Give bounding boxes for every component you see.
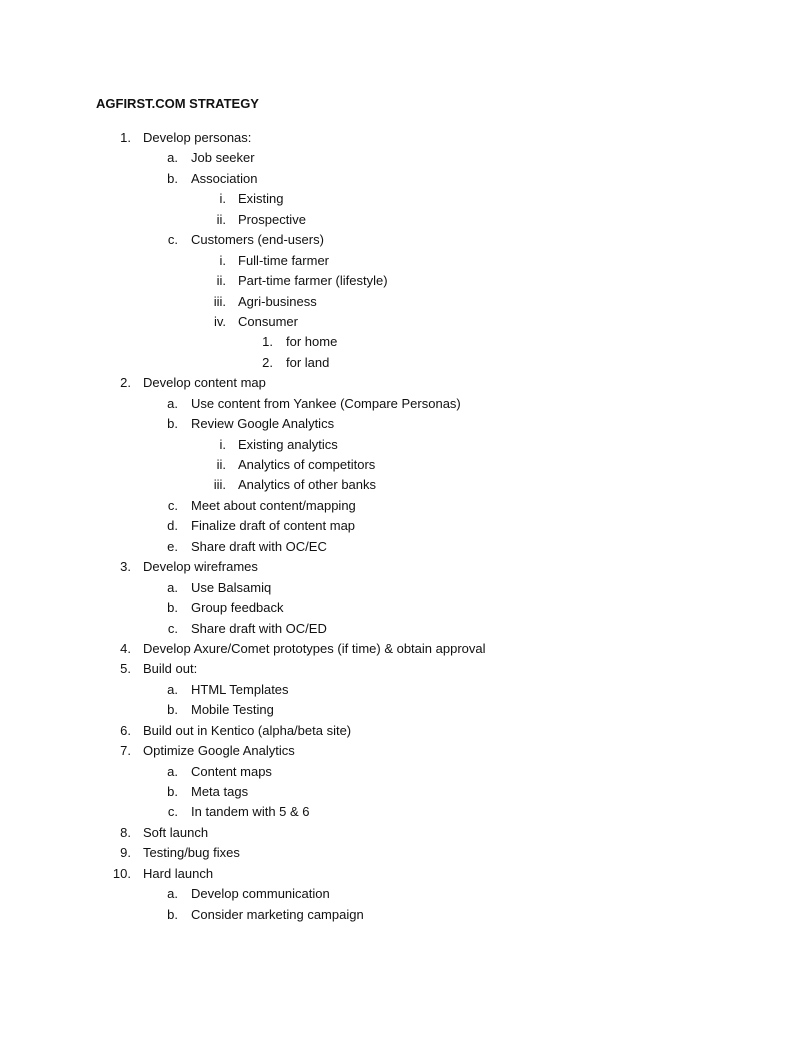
list-marker: a. xyxy=(167,681,178,697)
list-item-text: In tandem with 5 & 6 xyxy=(191,804,310,820)
list-item-text: Develop wireframes xyxy=(143,559,258,575)
list-marker: 1. xyxy=(262,334,273,350)
list-marker: c. xyxy=(167,620,178,636)
outline-item-level-3 xyxy=(0,210,808,230)
list-marker: ii. xyxy=(216,273,226,289)
list-item-text: Share draft with OC/EC xyxy=(191,538,327,554)
outline-item-level-1 xyxy=(0,128,808,148)
list-item-text: Full-time farmer xyxy=(238,252,330,268)
list-marker: iv. xyxy=(213,313,226,329)
outline-item-level-1 xyxy=(0,721,808,741)
list-item-text: Share draft with OC/ED xyxy=(191,620,327,636)
outline-item-level-1 xyxy=(0,373,808,393)
list-item-text: HTML Templates xyxy=(191,681,289,697)
outline-item-level-2 xyxy=(0,680,808,700)
outline-item-level-3 xyxy=(0,271,808,291)
outline-item-level-2 xyxy=(0,700,808,720)
outline-item-level-2 xyxy=(0,905,808,925)
outline-item-level-2 xyxy=(0,802,808,822)
list-item-text: for land xyxy=(286,354,330,370)
document-title: AGFIRST.COM STRATEGY xyxy=(96,96,259,111)
list-marker: b. xyxy=(167,416,178,432)
list-marker: 2. xyxy=(262,354,273,370)
list-item-text: Prospective xyxy=(238,211,306,227)
outline-item-level-2 xyxy=(0,516,808,536)
list-marker: i. xyxy=(219,436,226,452)
outline-item-level-3 xyxy=(0,189,808,209)
list-item-text: Soft launch xyxy=(143,824,209,840)
list-item-text: Build out in Kentico (alpha/beta site) xyxy=(143,722,352,738)
list-item-text: Analytics of other banks xyxy=(238,477,377,493)
outline-item-level-1 xyxy=(0,843,808,863)
outline-item-level-4 xyxy=(0,332,808,352)
list-marker: iii. xyxy=(213,293,226,309)
list-marker: a. xyxy=(167,886,178,902)
list-marker: c. xyxy=(167,804,178,820)
list-marker: b. xyxy=(167,906,178,922)
outline-item-level-2 xyxy=(0,496,808,516)
list-marker: i. xyxy=(219,191,226,207)
outline-item-level-2 xyxy=(0,414,808,434)
list-item-text: Use Balsamiq xyxy=(191,579,272,595)
list-item-text: Hard launch xyxy=(143,865,214,881)
list-item-text: Testing/bug fixes xyxy=(143,845,240,861)
list-marker: 6. xyxy=(120,722,131,738)
list-item-text: Build out: xyxy=(143,661,198,677)
list-item-text: Use content from Yankee (Compare Personas) xyxy=(191,395,461,411)
list-marker: a. xyxy=(167,579,178,595)
outline-item-level-2 xyxy=(0,394,808,414)
list-item-text: Develop communication xyxy=(191,886,330,902)
list-item-text: Develop personas: xyxy=(143,130,252,145)
list-marker: e. xyxy=(167,538,178,554)
outline-item-level-3 xyxy=(0,435,808,455)
list-item-text: Existing xyxy=(238,191,284,207)
outline-item-level-2 xyxy=(0,782,808,802)
list-marker: 5. xyxy=(120,661,131,677)
strategy-outline xyxy=(0,128,808,925)
outline-item-level-3 xyxy=(0,312,808,332)
list-marker: a. xyxy=(167,763,178,779)
list-marker: i. xyxy=(219,252,226,268)
list-item-text: Optimize Google Analytics xyxy=(143,743,295,759)
outline-item-level-3 xyxy=(0,455,808,475)
outline-item-level-2 xyxy=(0,537,808,557)
outline-item-level-4 xyxy=(0,353,808,373)
list-item-text: Content maps xyxy=(191,763,272,779)
list-marker: d. xyxy=(167,518,178,534)
list-marker: ii. xyxy=(216,457,226,472)
outline-item-level-1 xyxy=(0,823,808,843)
list-marker: a. xyxy=(167,395,178,411)
list-item-text: Existing analytics xyxy=(238,436,338,452)
outline-item-level-1 xyxy=(0,864,808,884)
outline-item-level-2 xyxy=(0,598,808,618)
list-item-text: Meta tags xyxy=(191,784,249,799)
list-item-text: Consider marketing campaign xyxy=(191,906,364,922)
list-item-text: Consumer xyxy=(238,313,298,329)
outline-item-level-3 xyxy=(0,475,808,495)
outline-item-level-3 xyxy=(0,292,808,312)
list-marker: 4. xyxy=(120,640,131,656)
list-marker: a. xyxy=(167,150,178,166)
list-marker: ii. xyxy=(216,211,226,227)
list-item-text: Meet about content/mapping xyxy=(191,497,356,513)
list-item-text: Job seeker xyxy=(191,150,255,166)
list-item-text: Review Google Analytics xyxy=(191,416,335,432)
list-marker: c. xyxy=(167,232,178,248)
outline-item-level-2 xyxy=(0,762,808,782)
list-marker: 2. xyxy=(120,375,131,391)
list-item-text: Develop content map xyxy=(143,375,266,391)
list-marker: b. xyxy=(167,600,178,616)
list-item-text: Develop Axure/Comet prototypes (if time) & obtain approval xyxy=(143,640,486,656)
list-marker: 10. xyxy=(112,865,131,881)
outline-item-level-2 xyxy=(0,169,808,189)
outline-item-level-2 xyxy=(0,884,808,904)
outline-item-level-2 xyxy=(0,230,808,250)
list-item-text: for home xyxy=(286,334,338,350)
list-marker: 7. xyxy=(120,743,131,759)
outline-item-level-1 xyxy=(0,741,808,761)
list-item-text: Customers (end-users) xyxy=(191,232,324,248)
list-item-text: Mobile Testing xyxy=(191,702,274,718)
list-item-text: Finalize draft of content map xyxy=(191,518,356,534)
list-marker: 9. xyxy=(120,845,131,861)
outline-item-level-1 xyxy=(0,659,808,679)
list-item-text: Association xyxy=(191,170,258,186)
list-marker: 3. xyxy=(120,559,131,575)
list-item-text: Part-time farmer (lifestyle) xyxy=(238,273,388,289)
outline-item-level-3 xyxy=(0,251,808,271)
list-marker: iii. xyxy=(213,477,226,493)
outline-item-level-1 xyxy=(0,639,808,659)
outline-item-level-2 xyxy=(0,578,808,598)
list-item-text: Analytics of competitors xyxy=(238,457,376,472)
list-item-text: Group feedback xyxy=(191,600,284,616)
outline-item-level-2 xyxy=(0,619,808,639)
list-marker: 1. xyxy=(120,130,131,145)
outline-item-level-2 xyxy=(0,148,808,168)
list-marker: c. xyxy=(167,497,178,513)
list-marker: b. xyxy=(167,170,178,186)
list-marker: 8. xyxy=(120,824,131,840)
outline-item-level-1 xyxy=(0,557,808,577)
list-marker: b. xyxy=(167,702,178,718)
list-item-text: Agri-business xyxy=(238,293,317,309)
list-marker: b. xyxy=(167,784,178,799)
